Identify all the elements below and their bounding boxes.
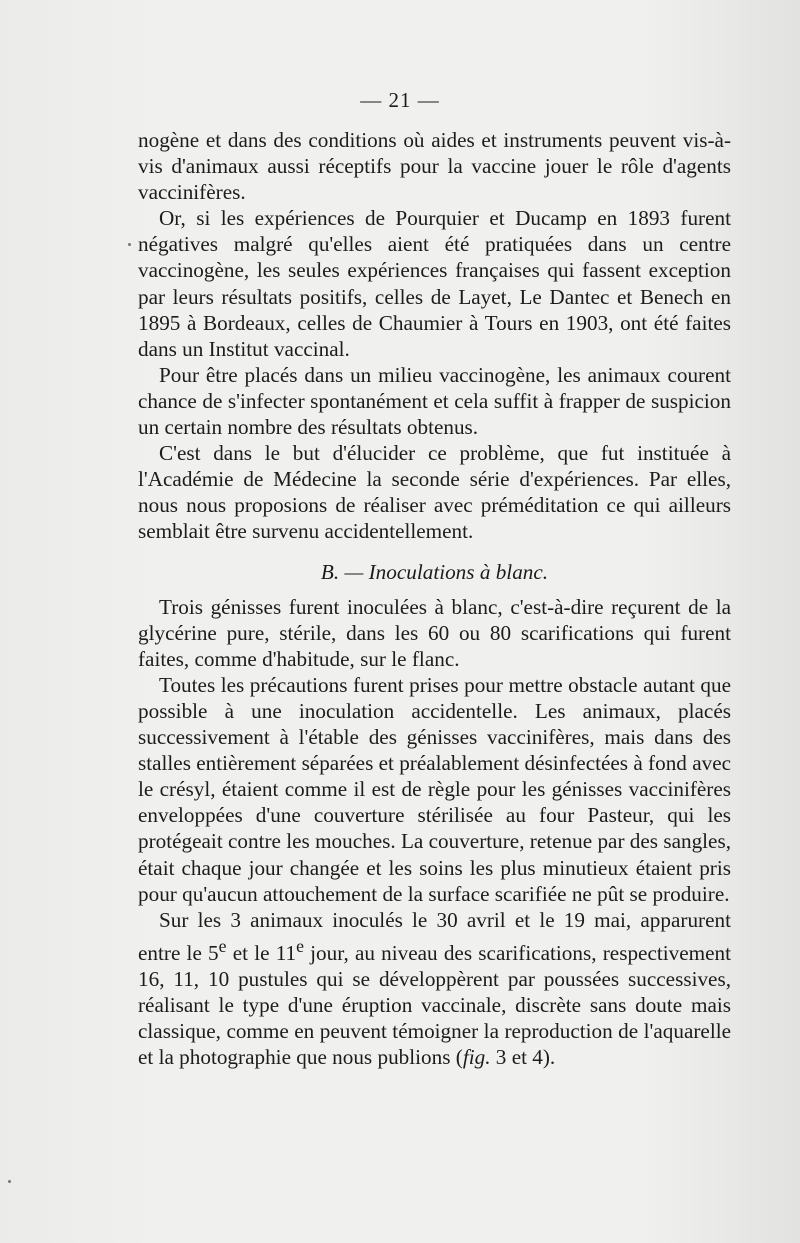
superscript: e — [218, 935, 227, 956]
section-heading: B. — Inoculations à blanc. — [320, 559, 549, 584]
text-fragment: jour, au niveau des scarifications, respectivement 16, 11, 10 pustules qui se développèrent par poussées successives, réalisant le type d'une éruption vaccinale, discrète sans doute mais classique, comme en peuvent témoigner la reproduction de l'aquarelle et la photographie que nous publions ( — [138, 940, 731, 1070]
paragraph-resultats — [138, 907, 731, 1071]
scan-speck — [8, 1180, 11, 1183]
body-text — [138, 127, 731, 1070]
text-fragment: Sur les 3 animaux inoculés le 30 avril et le 19 mai, apparurent entre le 5 — [138, 907, 731, 965]
text-fragment: 3 et 4). — [490, 1045, 556, 1070]
paragraph-continuation: nogène et dans des conditions où aides et instruments peuvent vis-à-vis d'animaux aussi réceptifs pour la vaccine jouer le rôle d'agents vaccinifères. — [138, 128, 731, 205]
paragraph-pourquier-ducamp: Or, si les expériences de Pourquier et Ducamp en 1893 furent négatives malgré qu'elles aient été pratiquées dans un centre vaccinogène, les seules expériences françaises qui fassent exception par leurs résultats positifs, celles de Layet, Le Dantec et Benech en 1895 à Bordeaux, celles de Chaumier à Tours en 1903, ont été faites dans un Institut vaccinal. — [138, 206, 731, 361]
paragraph-precautions: Toutes les précautions furent prises pour mettre obstacle autant que possible à une inoculation accidentelle. Les animaux, placés successivement à l'étable des génisses vaccinifères, mais dans des stalles entièrement séparées et préalablement désinfectées à fond avec le crésyl, étaient comme il est de règle pour les génisses vaccinifères enveloppées d'une couverture stérilisée au four Pasteur, qui les protégeait contre les mouches. La couverture, retenue par des sangles, était chaque jour changée et les soins les plus minutieux étaient pris pour qu'aucun attouchement de la surface scarifiée ne pût se produire. — [138, 672, 732, 906]
paragraph-milieu-vaccinogene: Pour être placés dans un milieu vaccinogène, les animaux courent chance de s'infecter spontanément et cela suffit à frapper de suspicion un certain nombre des résultats obtenus. — [138, 362, 731, 440]
page-number: — 21 — — [360, 88, 440, 112]
text-fragment: et le 11 — [226, 940, 297, 965]
scan-speck — [128, 243, 131, 246]
paragraph-academie-medecine: C'est dans le but d'élucider ce problème, que fut instituée à l'Académie de Médecine la seconde série d'expériences. Par elles, nous nous proposions de réaliser avec préméditation ce qui ailleurs semblait être survenu accidentellement. — [138, 441, 731, 544]
paragraph-trois-genisses: Trois génisses furent inoculées à blanc, c'est-à-dire reçurent de la glycérine pure, stérile, dans les 60 ou 80 scarifications qui furent faites, comme d'habitude, sur le flanc. — [138, 594, 731, 671]
superscript: e — [296, 935, 304, 956]
figure-reference: fig. — [462, 1045, 491, 1070]
